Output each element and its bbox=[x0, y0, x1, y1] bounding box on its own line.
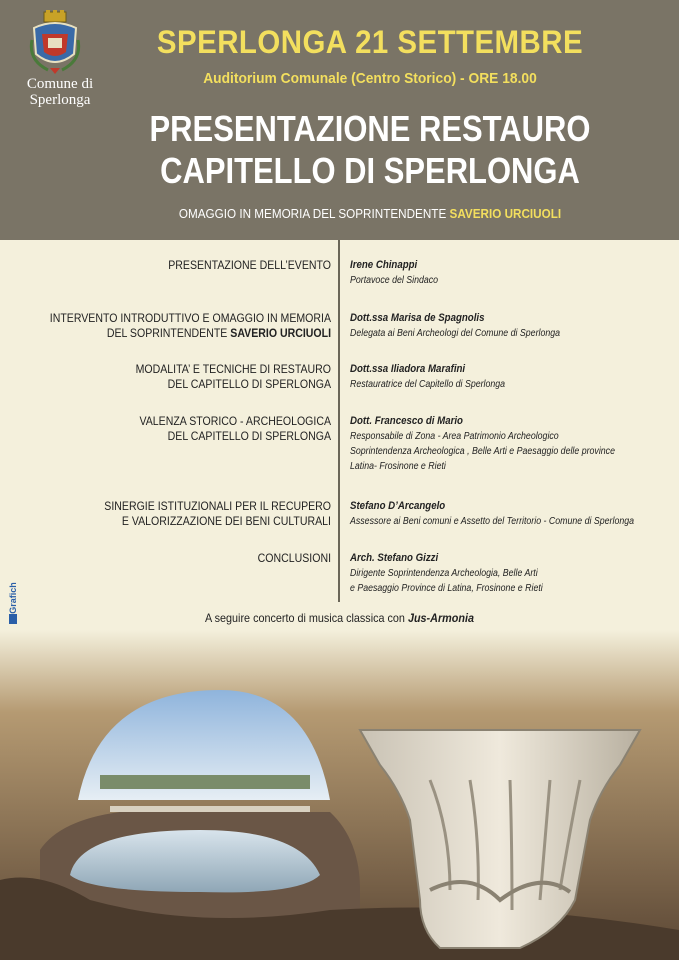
program-speaker bbox=[350, 362, 614, 392]
speaker-role: e Paesaggio Province di Latina, Frosinone e Rieti bbox=[350, 583, 543, 594]
designer-credit-logo bbox=[6, 570, 20, 630]
concert-ensemble: Jus-Armonia bbox=[407, 611, 474, 625]
speaker-role: Delegata ai Beni Archeologi del Comune di Sperlonga bbox=[350, 328, 561, 339]
concert-note bbox=[34, 611, 645, 625]
title-line-2: CAPITELLO DI SPERLONGA bbox=[160, 150, 580, 191]
program-speaker bbox=[350, 499, 635, 529]
grotto-and-capital-photo bbox=[0, 630, 679, 960]
program-topic: INTERVENTO INTRODUTTIVO E OMAGGIO IN MEMORIA DEL SOPRINTENDENTE SAVERIO URCIUOLI bbox=[49, 311, 332, 340]
speaker-name: Dott.ssa Marisa de Spagnolis bbox=[350, 312, 485, 324]
concert-prefix: A seguire concerto di musica classica con bbox=[205, 611, 405, 625]
program-speaker bbox=[350, 551, 614, 596]
program-divider bbox=[338, 240, 340, 602]
speaker-role: Soprintendenza Archeologica , Belle Arti e Paesaggio delle province bbox=[350, 446, 615, 457]
program-speaker bbox=[350, 414, 614, 474]
homage-name: SAVERIO URCIUOLI bbox=[449, 206, 562, 221]
event-title bbox=[138, 108, 602, 192]
event-date: SPERLONGA 21 SETTEMBRE bbox=[156, 24, 584, 60]
speaker-role: Responsabile di Zona - Area Patrimonio Archeologico bbox=[350, 431, 559, 442]
title-line-1: PRESENTAZIONE RESTAURO bbox=[149, 108, 591, 149]
speaker-role: Dirigente Soprintendenza Archeologia, Belle Arti bbox=[350, 568, 538, 579]
speaker-role: Restauratrice del Capitello di Sperlonga bbox=[350, 379, 506, 390]
speaker-role: Portavoce del Sindaco bbox=[350, 275, 439, 286]
speaker-role: Assessore ai Beni comuni e Assetto del Territorio - Comune di Sperlonga bbox=[350, 516, 635, 527]
program-topic: VALENZA STORICO - ARCHEOLOGICA DEL CAPITELLO DI SPERLONGA bbox=[139, 414, 331, 443]
homage-prefix: OMAGGIO IN MEMORIA DEL SOPRINTENDENTE bbox=[178, 206, 447, 221]
program-speaker bbox=[350, 311, 614, 341]
header-band bbox=[0, 0, 679, 240]
homage-line bbox=[145, 206, 595, 221]
speaker-name: Dott. Francesco di Mario bbox=[350, 415, 463, 427]
svg-text:Grafich: Grafich bbox=[8, 582, 18, 614]
municipal-crest-icon bbox=[28, 10, 82, 76]
program-speaker bbox=[350, 258, 614, 288]
speaker-name: Arch. Stefano Gizzi bbox=[350, 552, 439, 564]
event-venue: Auditorium Comunale (Centro Storico) - ORE 18.00 bbox=[203, 70, 537, 87]
program-topic: SINERGIE ISTITUZIONALI PER IL RECUPERO E VALORIZZAZIONE DEI BENI CULTURALI bbox=[104, 499, 331, 528]
speaker-name: Dott.ssa Iliadora Marafini bbox=[350, 363, 466, 375]
program-topic: CONCLUSIONI bbox=[257, 551, 331, 565]
municipality-name: Comune di Sperlonga bbox=[26, 76, 94, 108]
program-topic: PRESENTAZIONE DELL’EVENTO bbox=[168, 258, 331, 272]
program-topic: MODALITA’ E TECNICHE DI RESTAURO DEL CAPITELLO DI SPERLONGA bbox=[135, 362, 331, 391]
speaker-role: Latina- Frosinone e Rieti bbox=[350, 461, 446, 472]
speaker-name: Stefano D’Arcangelo bbox=[350, 500, 446, 512]
speaker-name: Irene Chinappi bbox=[350, 259, 418, 271]
